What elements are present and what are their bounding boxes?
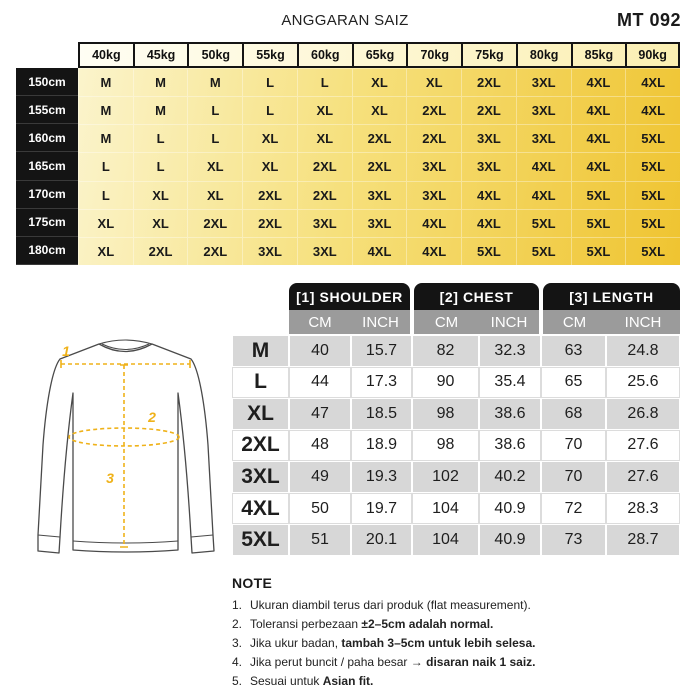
- measurement-value: 104: [412, 493, 479, 525]
- measurement-value: 40.9: [479, 493, 541, 525]
- recommended-size-cell: 4XL: [571, 152, 626, 180]
- recommended-size-cell: L: [242, 96, 297, 124]
- measurement-value: 48: [289, 430, 351, 462]
- recommended-size-cell: 3XL: [352, 209, 407, 237]
- height-row-header: 175cm: [16, 209, 78, 237]
- note-text-plain: Sesuai untuk: [250, 674, 323, 688]
- measurement-value: 51: [289, 524, 351, 556]
- size-label: 4XL: [232, 493, 289, 525]
- measurement-value: 32.3: [479, 335, 541, 367]
- size-label: XL: [232, 398, 289, 430]
- note-item: [232, 596, 682, 615]
- measurement-value: 26.8: [606, 398, 680, 430]
- recommended-size-cell: L: [78, 152, 133, 180]
- recommended-size-cell: 3XL: [352, 181, 407, 209]
- measurement-value: 25.6: [606, 367, 680, 399]
- note-text: [250, 615, 493, 634]
- measurement-value: 15.7: [351, 335, 412, 367]
- note-item: [232, 653, 682, 672]
- note-number: 4.: [232, 655, 243, 669]
- measurement-value: 17.3: [351, 367, 412, 399]
- notes-section: [232, 574, 682, 691]
- measurement-value: 18.5: [351, 398, 412, 430]
- recommended-size-cell: 4XL: [625, 68, 680, 96]
- weight-header-cell: 60kg: [297, 44, 352, 66]
- measurement-value: 70: [541, 430, 606, 462]
- note-text-plain: Toleransi perbezaan: [250, 617, 362, 631]
- note-text-plain: Jika perut buncit / paha besar →: [250, 655, 427, 669]
- shirt-diagram: [30, 335, 230, 560]
- note-number: 2.: [232, 617, 243, 631]
- unit-header-cell: INCH: [351, 310, 410, 334]
- measurement-value: 19.7: [351, 493, 412, 525]
- measurement-value: 27.6: [606, 461, 680, 493]
- recommended-size-cell: 2XL: [461, 68, 516, 96]
- collar-back: [99, 340, 152, 344]
- height-header-column: [16, 68, 78, 265]
- measurement-value: 40: [289, 335, 351, 367]
- recommended-size-cell: L: [187, 96, 242, 124]
- note-text-emphasis: Asian fit.: [322, 674, 374, 688]
- unit-header-cell: INCH: [606, 310, 680, 334]
- unit-header-cell: CM: [289, 310, 351, 334]
- recommended-size-cell: 4XL: [461, 209, 516, 237]
- measurement-value: 65: [541, 367, 606, 399]
- height-row-header: 160cm: [16, 124, 78, 152]
- recommended-size-cell: XL: [133, 181, 188, 209]
- recommended-size-cell: 2XL: [242, 209, 297, 237]
- recommended-size-cell: 5XL: [625, 209, 680, 237]
- weight-header-cell: 40kg: [78, 44, 133, 66]
- measurement-value: 102: [412, 461, 479, 493]
- recommended-size-cell: L: [133, 124, 188, 152]
- measurement-value: 27.6: [606, 430, 680, 462]
- recommended-size-cell: 3XL: [516, 124, 571, 152]
- recommended-size-cell: XL: [406, 68, 461, 96]
- recommended-size-cell: 2XL: [133, 237, 188, 265]
- recommended-size-cell: XL: [297, 96, 352, 124]
- measurement-unit-header: [289, 310, 680, 334]
- measurement-value: 49: [289, 461, 351, 493]
- weight-header-row: [78, 42, 680, 68]
- measurement-value: 98: [412, 430, 479, 462]
- recommended-size-cell: 3XL: [516, 96, 571, 124]
- weight-header-cell: 80kg: [516, 44, 571, 66]
- recommended-size-cell: M: [78, 68, 133, 96]
- measurement-value: 19.3: [351, 461, 412, 493]
- note-text-plain: Jika ukur badan,: [250, 636, 342, 650]
- note-item: [232, 672, 682, 691]
- measure-group-tab: [1] SHOULDER: [289, 283, 410, 310]
- weight-header-cell: 90kg: [625, 44, 680, 66]
- recommended-size-cell: 4XL: [406, 209, 461, 237]
- measurement-value: 18.9: [351, 430, 412, 462]
- size-label: L: [232, 367, 289, 399]
- note-text: [250, 634, 535, 653]
- recommended-size-cell: 5XL: [625, 124, 680, 152]
- recommended-size-grid: [78, 68, 680, 265]
- measurement-value: 20.1: [351, 524, 412, 556]
- measurement-value: 72: [541, 493, 606, 525]
- recommended-size-cell: M: [78, 124, 133, 152]
- recommended-size-cell: 2XL: [297, 152, 352, 180]
- measurement-value: 104: [412, 524, 479, 556]
- measurement-value: 68: [541, 398, 606, 430]
- measurement-table: [232, 335, 680, 556]
- recommended-size-cell: 5XL: [571, 209, 626, 237]
- recommended-size-cell: L: [133, 152, 188, 180]
- height-row-header: 150cm: [16, 68, 78, 96]
- note-text: [250, 653, 536, 672]
- notes-list: [232, 596, 682, 691]
- measurement-group-header: [289, 283, 680, 310]
- recommended-size-cell: XL: [78, 209, 133, 237]
- unit-header-cell: CM: [414, 310, 479, 334]
- weight-header-cell: 45kg: [133, 44, 188, 66]
- note-text-emphasis: tambah 3–5cm untuk lebih selesa.: [341, 636, 536, 650]
- recommended-size-cell: 4XL: [352, 237, 407, 265]
- measurement-value: 28.7: [606, 524, 680, 556]
- note-number: 5.: [232, 674, 243, 688]
- size-label: M: [232, 335, 289, 367]
- product-code: MT 092: [616, 10, 681, 30]
- recommended-size-cell: 4XL: [406, 237, 461, 265]
- notes-title: NOTE: [232, 575, 273, 591]
- note-text: [250, 596, 531, 615]
- recommended-size-cell: XL: [187, 181, 242, 209]
- weight-header-cell: 85kg: [571, 44, 626, 66]
- recommended-size-cell: 3XL: [406, 152, 461, 180]
- note-text: [250, 672, 373, 691]
- recommended-size-cell: 2XL: [406, 124, 461, 152]
- recommended-size-cell: L: [297, 68, 352, 96]
- measurement-value: 63: [541, 335, 606, 367]
- weight-header-cell: 75kg: [461, 44, 516, 66]
- measurement-value: 44: [289, 367, 351, 399]
- recommended-size-cell: 4XL: [571, 124, 626, 152]
- recommended-size-cell: L: [78, 181, 133, 209]
- recommended-size-cell: 5XL: [571, 237, 626, 265]
- recommended-size-cell: 5XL: [516, 237, 571, 265]
- height-weight-size-table: [16, 42, 680, 265]
- measurement-value: 47: [289, 398, 351, 430]
- recommended-size-cell: 4XL: [516, 152, 571, 180]
- note-number: 3.: [232, 636, 243, 650]
- weight-header-cell: 50kg: [187, 44, 242, 66]
- note-text-plain: Ukuran diambil terus dari produk (flat measurement).: [250, 598, 531, 612]
- recommended-size-cell: XL: [297, 124, 352, 152]
- recommended-size-cell: 2XL: [352, 152, 407, 180]
- unit-header-cell: INCH: [479, 310, 539, 334]
- recommended-size-cell: 3XL: [297, 209, 352, 237]
- measurement-value: 38.6: [479, 398, 541, 430]
- note-text-emphasis: ±2–5cm adalah normal.: [361, 617, 494, 631]
- recommended-size-cell: M: [133, 96, 188, 124]
- recommended-size-cell: 3XL: [406, 181, 461, 209]
- recommended-size-cell: 5XL: [461, 237, 516, 265]
- recommended-size-cell: XL: [133, 209, 188, 237]
- measurement-value: 40.2: [479, 461, 541, 493]
- recommended-size-cell: 4XL: [571, 96, 626, 124]
- recommended-size-cell: L: [187, 124, 242, 152]
- size-label: 2XL: [232, 430, 289, 462]
- recommended-size-cell: XL: [78, 237, 133, 265]
- recommended-size-cell: M: [133, 68, 188, 96]
- measure-group-tab: [2] CHEST: [414, 283, 539, 310]
- chest-measure-label: 2: [148, 409, 156, 425]
- recommended-size-cell: 5XL: [625, 181, 680, 209]
- measurement-value: 28.3: [606, 493, 680, 525]
- recommended-size-cell: M: [78, 96, 133, 124]
- size-label: 5XL: [232, 524, 289, 556]
- recommended-size-cell: M: [187, 68, 242, 96]
- height-row-header: 170cm: [16, 181, 78, 209]
- recommended-size-cell: 4XL: [625, 96, 680, 124]
- recommended-size-cell: 5XL: [516, 209, 571, 237]
- note-item: [232, 615, 682, 634]
- recommended-size-cell: 5XL: [625, 152, 680, 180]
- measurement-value: 82: [412, 335, 479, 367]
- chart-title: ANGGARAN SAIZ: [281, 12, 409, 29]
- recommended-size-cell: L: [242, 68, 297, 96]
- recommended-size-cell: XL: [242, 124, 297, 152]
- measurement-value: 50: [289, 493, 351, 525]
- recommended-size-cell: 3XL: [461, 124, 516, 152]
- recommended-size-cell: 2XL: [242, 181, 297, 209]
- recommended-size-cell: XL: [242, 152, 297, 180]
- unit-header-cell: CM: [543, 310, 606, 334]
- recommended-size-cell: XL: [352, 96, 407, 124]
- measurement-value: 24.8: [606, 335, 680, 367]
- recommended-size-cell: 2XL: [352, 124, 407, 152]
- recommended-size-cell: XL: [187, 152, 242, 180]
- recommended-size-cell: 3XL: [242, 237, 297, 265]
- recommended-size-cell: XL: [352, 68, 407, 96]
- measurement-value: 38.6: [479, 430, 541, 462]
- weight-header-cell: 70kg: [406, 44, 461, 66]
- measure-group-tab: [3] LENGTH: [543, 283, 680, 310]
- recommended-size-cell: 5XL: [625, 237, 680, 265]
- measurement-value: 90: [412, 367, 479, 399]
- shirt-outline: [38, 344, 214, 553]
- recommended-size-cell: 3XL: [297, 237, 352, 265]
- recommended-size-cell: 2XL: [187, 209, 242, 237]
- recommended-size-cell: 2XL: [461, 96, 516, 124]
- recommended-size-cell: 2XL: [297, 181, 352, 209]
- weight-header-cell: 55kg: [242, 44, 297, 66]
- recommended-size-cell: 3XL: [516, 68, 571, 96]
- measurement-value: 70: [541, 461, 606, 493]
- recommended-size-cell: 2XL: [187, 237, 242, 265]
- note-number: 1.: [232, 598, 243, 612]
- note-text-emphasis: disaran naik 1 saiz.: [426, 655, 536, 669]
- measurement-value: 40.9: [479, 524, 541, 556]
- recommended-size-cell: 5XL: [571, 181, 626, 209]
- recommended-size-cell: 2XL: [406, 96, 461, 124]
- height-row-header: 165cm: [16, 152, 78, 180]
- height-row-header: 155cm: [16, 96, 78, 124]
- height-row-header: 180cm: [16, 237, 78, 265]
- shoulder-measure-label: 1: [62, 343, 70, 359]
- weight-header-cell: 65kg: [352, 44, 407, 66]
- measurement-value: 98: [412, 398, 479, 430]
- size-label: 3XL: [232, 461, 289, 493]
- recommended-size-cell: 4XL: [461, 181, 516, 209]
- length-measure-label: 3: [106, 470, 114, 486]
- measurement-value: 35.4: [479, 367, 541, 399]
- recommended-size-cell: 3XL: [461, 152, 516, 180]
- note-item: [232, 634, 682, 653]
- recommended-size-cell: 4XL: [516, 181, 571, 209]
- measurement-value: 73: [541, 524, 606, 556]
- recommended-size-cell: 4XL: [571, 68, 626, 96]
